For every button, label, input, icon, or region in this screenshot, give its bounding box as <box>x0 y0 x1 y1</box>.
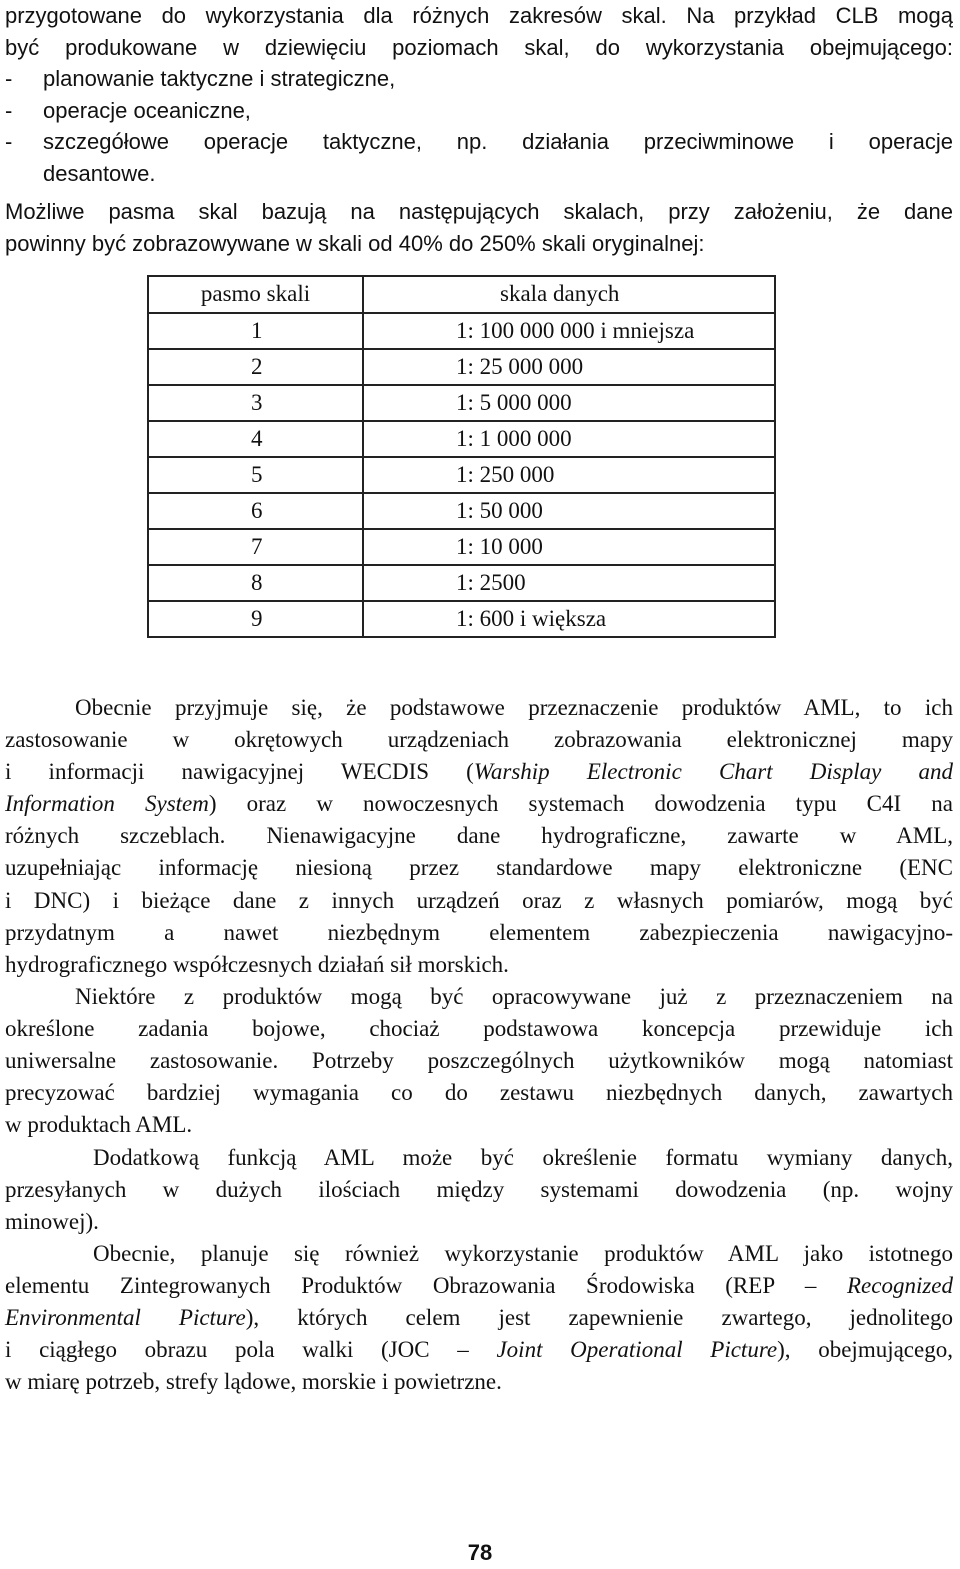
list-item-text: operacje oceaniczne, <box>43 97 251 123</box>
text-line: Dodatkową funkcją AML może być określenie formatu wymiany danych, <box>93 1145 953 1170</box>
italic-span: Recognized <box>846 1273 953 1299</box>
table-row <box>148 349 775 385</box>
table-row <box>148 457 775 493</box>
intro-paragraph <box>5 196 953 260</box>
text-span: elementu Zintegrowanych Produktów Obrazowania Środowiska (REP – <box>5 1273 847 1299</box>
italic-span: Warship Electronic Chart Display and <box>473 759 953 785</box>
table-header-cell: skala danych <box>363 276 775 313</box>
text-line: uniwersalne zastosowanie. Potrzeby poszczególnych użytkowników mogą natomiast <box>5 1048 953 1074</box>
table-cell: 9 <box>148 601 363 637</box>
text-line <box>5 1334 953 1366</box>
top-paragraph <box>5 0 953 189</box>
table-cell: 1 <box>148 313 363 349</box>
text-line: powinny być zobrazowywane w skali od 40% do 250% skali oryginalnej: <box>5 231 705 256</box>
table-row <box>148 601 775 637</box>
list-item-text: szczegółowe operacje taktyczne, np. działania przeciwminowe i operacje <box>43 129 953 154</box>
table-cell: 1: 1 000 000 <box>363 421 775 457</box>
table-cell: 5 <box>148 457 363 493</box>
table-cell: 1: 2500 <box>363 565 775 601</box>
table-header-cell: pasmo skali <box>148 276 363 313</box>
table-cell: 1: 50 000 <box>363 493 775 529</box>
text-span: ), obejmującego, <box>777 1337 953 1363</box>
table-row <box>148 421 775 457</box>
table-cell: 2 <box>148 349 363 385</box>
table-cell: 1: 10 000 <box>363 529 775 565</box>
italic-span: Environmental Picture <box>5 1305 246 1331</box>
paragraph-products <box>5 981 953 1141</box>
table-row <box>148 565 775 601</box>
text-line <box>5 1270 953 1302</box>
text-line: Obecnie, planuje się również wykorzystanie produktów AML jako istotnego <box>93 1241 953 1266</box>
text-line: przesyłanych w dużych ilościach między systemami dowodzenia (np. wojny <box>5 1177 953 1203</box>
text-line: precyzować bardziej wymagania co do zestawu niezbędnych danych, zawartych <box>5 1080 953 1106</box>
text-span: ), których celem jest zapewnienie zwartego, jednolitego <box>245 1305 954 1331</box>
table-cell: 7 <box>148 529 363 565</box>
text-line: uzupełniając informację niesioną przez standardowe mapy elektroniczne (ENC <box>5 855 953 881</box>
paragraph-rep <box>5 1238 953 1398</box>
text-line: być produkowane w dziewięciu poziomach skal, do wykorzystania obejmującego: <box>5 34 953 60</box>
table-cell: 1: 25 000 000 <box>363 349 775 385</box>
text-line: Możliwe pasma skal bazują na następujących skalach, przy założeniu, że dane <box>5 199 953 224</box>
text-line: hydrograficznego współczesnych działań sił morskich. <box>5 951 509 977</box>
list-item <box>5 126 953 158</box>
list-item <box>5 95 953 127</box>
table-cell: 8 <box>148 565 363 601</box>
text-line: w miarę potrzeb, strefy lądowe, morskie i powietrzne. <box>5 1369 502 1395</box>
list-item-text: planowanie taktyczne i strategiczne, <box>43 66 396 91</box>
text-span: i ciągłego obrazu pola walki (JOC – <box>5 1337 497 1363</box>
table-row <box>148 313 775 349</box>
table-row <box>148 385 775 421</box>
text-line: Obecnie przyjmuje się, że podstawowe przeznaczenie produktów AML, to ich <box>75 695 953 720</box>
table-cell: 4 <box>148 421 363 457</box>
list-item <box>5 63 953 95</box>
text-line: minowej). <box>5 1209 99 1235</box>
text-line: określone zadania bojowe, chociaż podstawowa koncepcja przewiduje ich <box>5 1016 953 1042</box>
table-cell: 1: 600 i większa <box>363 601 775 637</box>
text-line: w produktach AML. <box>5 1112 193 1138</box>
table-header-row <box>148 276 775 313</box>
text-span: i informacji nawigacyjnej WECDIS ( <box>5 759 474 785</box>
text-line: przydatnym a nawet niezbędnym elementem zabezpieczenia nawigacyjno- <box>5 919 953 945</box>
page-number: 78 <box>467 1540 493 1565</box>
text-line <box>5 788 953 820</box>
scale-table <box>147 275 776 638</box>
paragraph-exchange-format <box>5 1142 953 1238</box>
table-cell: 3 <box>148 385 363 421</box>
table-cell: 1: 250 000 <box>363 457 775 493</box>
text-line: przygotowane do wykorzystania dla różnych zakresów skal. Na przykład CLB mogą <box>5 3 953 28</box>
text-line <box>5 756 953 788</box>
text-line: różnych szczeblach. Nienawigacyjne dane hydrograficzne, zawarte w AML, <box>5 823 953 849</box>
list-dash: - <box>5 66 13 91</box>
text-line: zastosowanie w okrętowych urządzeniach zobrazowania elektronicznej mapy <box>5 727 953 753</box>
table-cell: 6 <box>148 493 363 529</box>
table-row <box>148 493 775 529</box>
table-cell: 1: 100 000 000 i mniejsza <box>363 313 775 349</box>
italic-span: Joint Operational Picture <box>496 1337 778 1363</box>
text-span: ) oraz w nowoczesnych systemach dowodzenia typu C4I na <box>208 791 953 817</box>
table-row <box>148 529 775 565</box>
list-dash: - <box>5 129 13 154</box>
paragraph-aml-purpose <box>5 692 953 981</box>
list-item-continuation: desantowe. <box>43 160 156 186</box>
italic-span: Information System <box>5 791 209 817</box>
text-line <box>5 1302 953 1334</box>
text-line: i DNC) i bieżące dane z innych urządzeń oraz z własnych pomiarów, mogą być <box>5 887 953 913</box>
text-line: Niektóre z produktów mogą być opracowywane już z przeznaczeniem na <box>75 984 953 1009</box>
list-dash: - <box>5 97 13 123</box>
table-cell: 1: 5 000 000 <box>363 385 775 421</box>
